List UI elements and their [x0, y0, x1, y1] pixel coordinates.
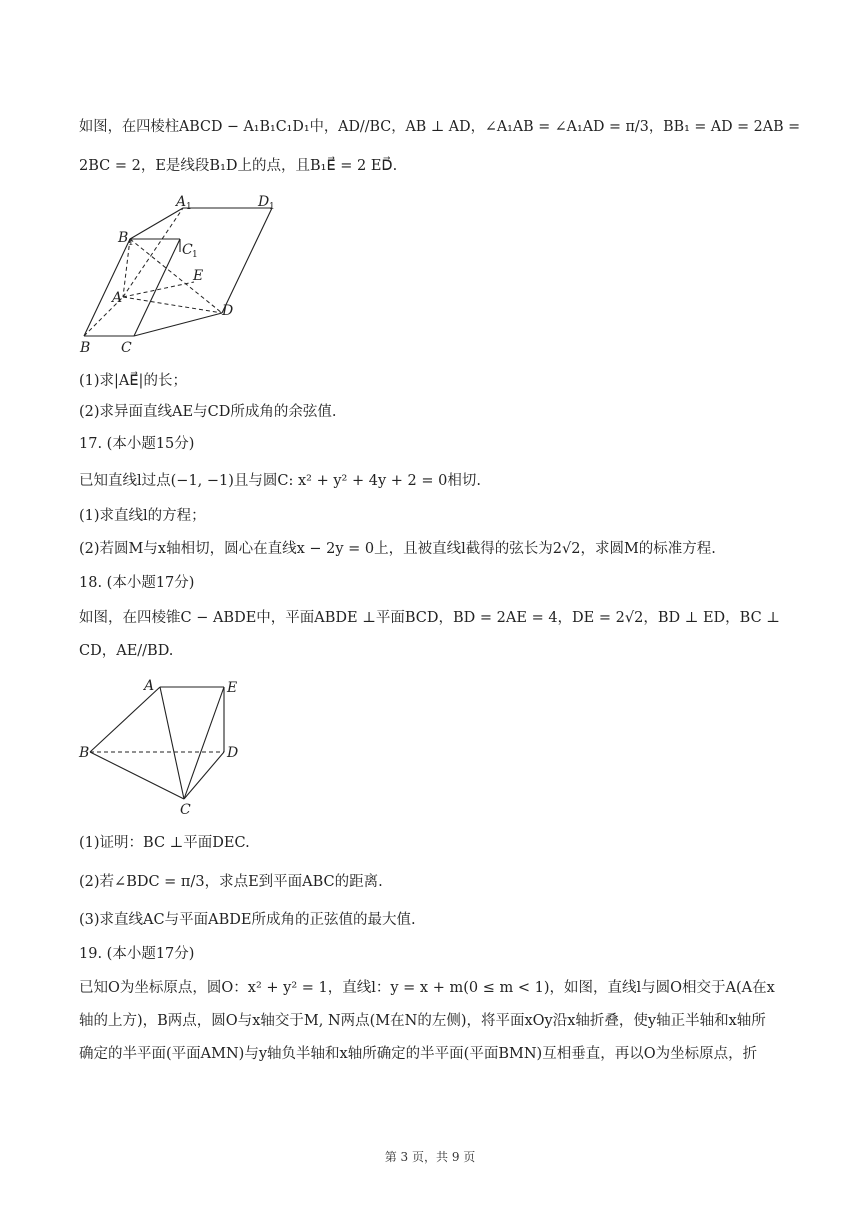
text-line: (1)求直线l的方程； — [79, 508, 206, 524]
prism-figure — [76, 190, 286, 355]
label-E: E — [193, 268, 204, 284]
label-C1: C — [182, 242, 193, 258]
text-line: 已知直线l过点(−1, −1)且与圆C: x² + y² + 4y + 2 = 0相切. — [79, 473, 481, 489]
text-line: (2)求异面直线AE与CD所成角的余弦值. — [79, 404, 337, 420]
label-A: A — [112, 290, 123, 306]
text-line: (1)求|AE⃗|的长； — [79, 373, 187, 389]
text-line: 2BC = 2，E是线段B₁D上的点，且B₁E⃗ = 2 ED⃗. — [79, 158, 398, 174]
label-B: B — [80, 340, 91, 355]
text-line: (2)若∠BDC = π/3，求点E到平面ABC的距离. — [79, 874, 383, 890]
label-D: D — [222, 303, 234, 319]
question-heading: 18. (本小题17分) — [79, 575, 195, 591]
pyramid-figure — [76, 674, 256, 819]
text-line: 已知O为坐标原点，圆O：x² + y² = 1，直线l：y = x + m(0 ≤ m < 1)，如图，直线l与圆O相交于A(A在x — [79, 980, 775, 996]
text-line: (3)求直线AC与平面ABDE所成角的正弦值的最大值. — [79, 912, 416, 928]
label-D: D — [227, 745, 239, 761]
label-D1-sub: 1 — [269, 202, 275, 212]
label-D1: D — [258, 194, 270, 210]
question-heading: 17. (本小题15分) — [79, 436, 195, 452]
text-line: (2)若圆M与x轴相切，圆心在直线x − 2y = 0上，且被直线l截得的弦长为2√2，求圆M的标准方程. — [79, 541, 716, 557]
label-B1: B — [118, 230, 129, 246]
text-line: 确定的半平面(平面AMN)与y轴负半轴和x轴所确定的半平面(平面BMN)互相垂直，再以O为坐标原点，折 — [79, 1046, 758, 1062]
label-C: C — [121, 340, 132, 355]
label-E: E — [227, 680, 238, 696]
text-line: 如图，在四棱锥C − ABDE中，平面ABDE ⊥平面BCD，BD = 2AE = 4，DE = 2√2，BD ⊥ ED，BC ⊥ — [79, 610, 780, 626]
label-C1-sub: 1 — [192, 250, 198, 260]
label-B1-sub: 1 — [128, 238, 134, 248]
text-line: (1)证明：BC ⊥平面DEC. — [79, 835, 250, 851]
label-C: C — [180, 802, 191, 818]
text-line: 如图，在四棱柱ABCD − A₁B₁C₁D₁中，AD//BC，AB ⊥ AD，∠A₁AB = ∠A₁AD = π/3，BB₁ = AD = 2AB = — [79, 119, 801, 135]
text-line: 轴的上方)，B两点，圆O与x轴交于M, N两点(M在N的左侧)，将平面xOy沿x轴折叠，使y轴正半轴和x轴所 — [79, 1013, 766, 1029]
label-B: B — [79, 745, 90, 761]
label-A: A — [144, 678, 155, 694]
page-footer: 第 3 页，共 9 页 — [384, 1150, 476, 1164]
text-line: CD，AE//BD. — [79, 643, 174, 659]
label-A1: A — [176, 194, 187, 210]
label-A1-sub: 1 — [186, 202, 192, 212]
question-heading: 19. (本小题17分) — [79, 946, 195, 962]
